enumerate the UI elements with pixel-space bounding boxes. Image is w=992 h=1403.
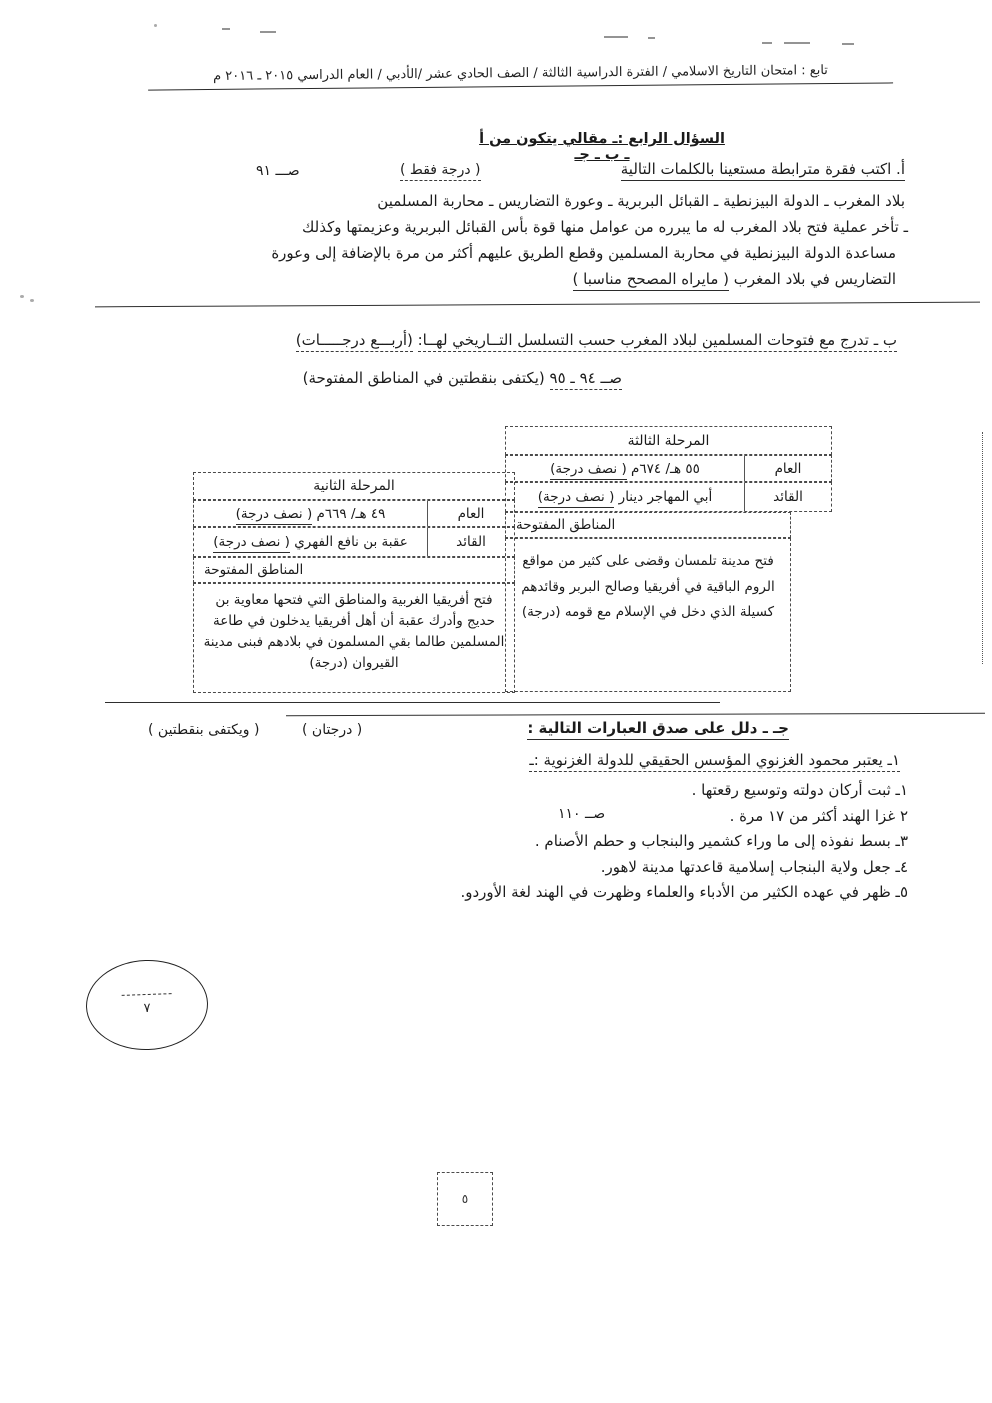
stage-three-year-label: العام (744, 456, 831, 481)
scan-artifact (20, 295, 24, 298)
scan-artifact (842, 43, 854, 45)
stage-three-leader-label: القائد (744, 483, 831, 511)
stage-two-year-label: العام (427, 501, 514, 526)
part-a-page-ref: صـــ ٩١ (256, 163, 300, 179)
stage-three-title-cell: المرحلة الثالثة (505, 426, 832, 455)
question-title: السؤال الرابع :ـ مقالي يتكون من أ ـ ب ـ جـ (479, 131, 725, 163)
section-divider (286, 713, 985, 716)
section-divider (105, 702, 720, 703)
scan-artifact (604, 36, 628, 38)
part-b-ref-line (302, 369, 622, 387)
stage-two-regions-header: المناطق المفتوحة (193, 557, 515, 583)
stage-three-table (505, 426, 985, 692)
part-c-items (460, 778, 908, 906)
stage-three-leader-value: أبي المهاجر دينار ( نصف درجة) (506, 488, 744, 506)
list-item: ٤ـ جعل ولاية البنجاب إسلامية قاعدتها مدينة لاهور. (600, 857, 908, 876)
stage-three-regions-header: المناطق المفتوحة (505, 512, 791, 538)
stage-three-year-row (505, 455, 832, 482)
part-c-statement: ١ـ يعتبر محمود الغزنوي المؤسس الحقيقي للدولة الغزنوية :ـ (529, 751, 900, 769)
exam-header: تابع : امتحان التاريخ الاسلامي / الفترة الدراسية الثالثة / الصف الحادي عشر /الأدبي / العام الدراسي ٢٠١٥ ـ ٢٠١٦ م (148, 62, 893, 90)
stage-three-regions-cell: فتح مدينة تلمسان وقضى على كثير من مواقع الروم الباقية في أفريقيا وصالح البربر وقائدهم كسيلة الذي دخل في الإسلام مع قومه (درجة) (505, 538, 791, 692)
part-a-keywords: بلاد المغرب ـ الدولة البيزنطية ـ القبائل البربرية ـ وعورة التضاريس ـ محاربة المسلمين (377, 192, 905, 210)
part-b-prompt-text: ب ـ تدرج مع فتوحات المسلمين لبلاد المغرب حسب التسلسل التــاريخي لهــا: (418, 331, 897, 352)
section-divider (95, 302, 980, 308)
stage-two-regions-cell: فتح أفريقيا الغربية والمناطق التي فتحها معاوية بن حديج وأدرك عقبة أن أهل أفريقيا يدخلون في طاعة المسلمين طالما بقي المسلمون في بلادهم فبنى مدينة القيروان (درجة) (193, 583, 515, 693)
table-outer-border (982, 432, 983, 664)
stage-three-leader-row (505, 482, 832, 512)
scan-artifact (154, 24, 157, 27)
part-b-page-ref: صــ ٩٤ ـ ٩٥ (550, 369, 622, 390)
stage-three-year-value: ٥٥ هـ/ ٦٧٤م ( نصف درجة) (506, 460, 744, 478)
part-a-prompt (621, 160, 905, 178)
page-number-box (437, 1172, 493, 1226)
list-item: ٥ـ ظهر في عهده الكثير من الأدباء والعلماء وظهرت في الهند لغة الأوردو. (460, 883, 908, 901)
part-c-prompt: جـ ـ دلل على صدق العبارات التالية : (527, 719, 789, 737)
stage-two-title-cell: المرحلة الثانية (193, 472, 515, 500)
scan-artifact (222, 28, 230, 30)
circle-stamp (84, 958, 209, 1052)
part-b-prompt-line (110, 331, 897, 349)
stage-two-table (193, 472, 515, 693)
stamp-dash-line (122, 993, 172, 996)
stage-two-leader-label: القائد (427, 528, 514, 556)
stage-two-leader-value: عقبة بن نافع الفهري ( نصف درجة) (194, 533, 427, 551)
scan-artifact (784, 42, 810, 44)
part-a-answer-line-2: مساعدة الدولة البيزنطية في محاربة المسلمين وقطع الطريق عليهم أكثر من مرة بالإضافة إلى وعورة (271, 244, 896, 262)
list-item: ٣ـ بسط نفوذه إلى ما وراء كشمير والبنجاب و حطم الأصنام . (534, 832, 908, 850)
part-a-answer-line-3: التضاريس في بلاد المغرب ( مايراه المصحح مناسبا ) (573, 270, 896, 288)
part-a-mark: ( درجة فقط ) (400, 162, 481, 178)
page-number: ٥ (461, 1192, 469, 1206)
part-c-note: ( ويكتفى بنقطتين ) (148, 722, 260, 738)
scan-artifact (648, 37, 655, 39)
list-item: ٢ غزا الهند أكثر من ١٧ مرة . (729, 806, 908, 825)
part-a-answer-line-1: ـ تأخر عملية فتح بلاد المغرب له ما يبرره من عوامل منها قوة بأس القبائل البربرية وعزيمتها وكذلك (302, 218, 908, 236)
stage-two-year-row (193, 500, 515, 527)
stage-two-year-value: ٤٩ هـ/ ٦٦٩م ( نصف درجة) (194, 505, 427, 523)
part-c-page-ref: صــ ١١٠ (558, 806, 606, 822)
scan-artifact (260, 31, 276, 33)
scan-artifact (30, 299, 34, 302)
part-a-answer-note: ( مايراه المصحح مناسبا ) (573, 270, 729, 291)
part-b-mark: (أربـــع درجـــــات) (296, 331, 413, 352)
part-a-prompt-text: أ. اكتب فقرة مترابطة مستعينا بالكلمات التالية (621, 160, 905, 181)
list-item: ١ـ ثبت أركان دولته وتوسيع رقعتها . (691, 781, 908, 799)
part-c-mark: ( درجتان ) (302, 722, 363, 738)
stage-two-leader-row (193, 527, 515, 557)
scan-artifact (762, 42, 772, 44)
part-b-note: (يكتفى بنقطتين في المناطق المفتوحة) (302, 369, 545, 387)
stamp-number: ٧ (143, 1000, 151, 1017)
